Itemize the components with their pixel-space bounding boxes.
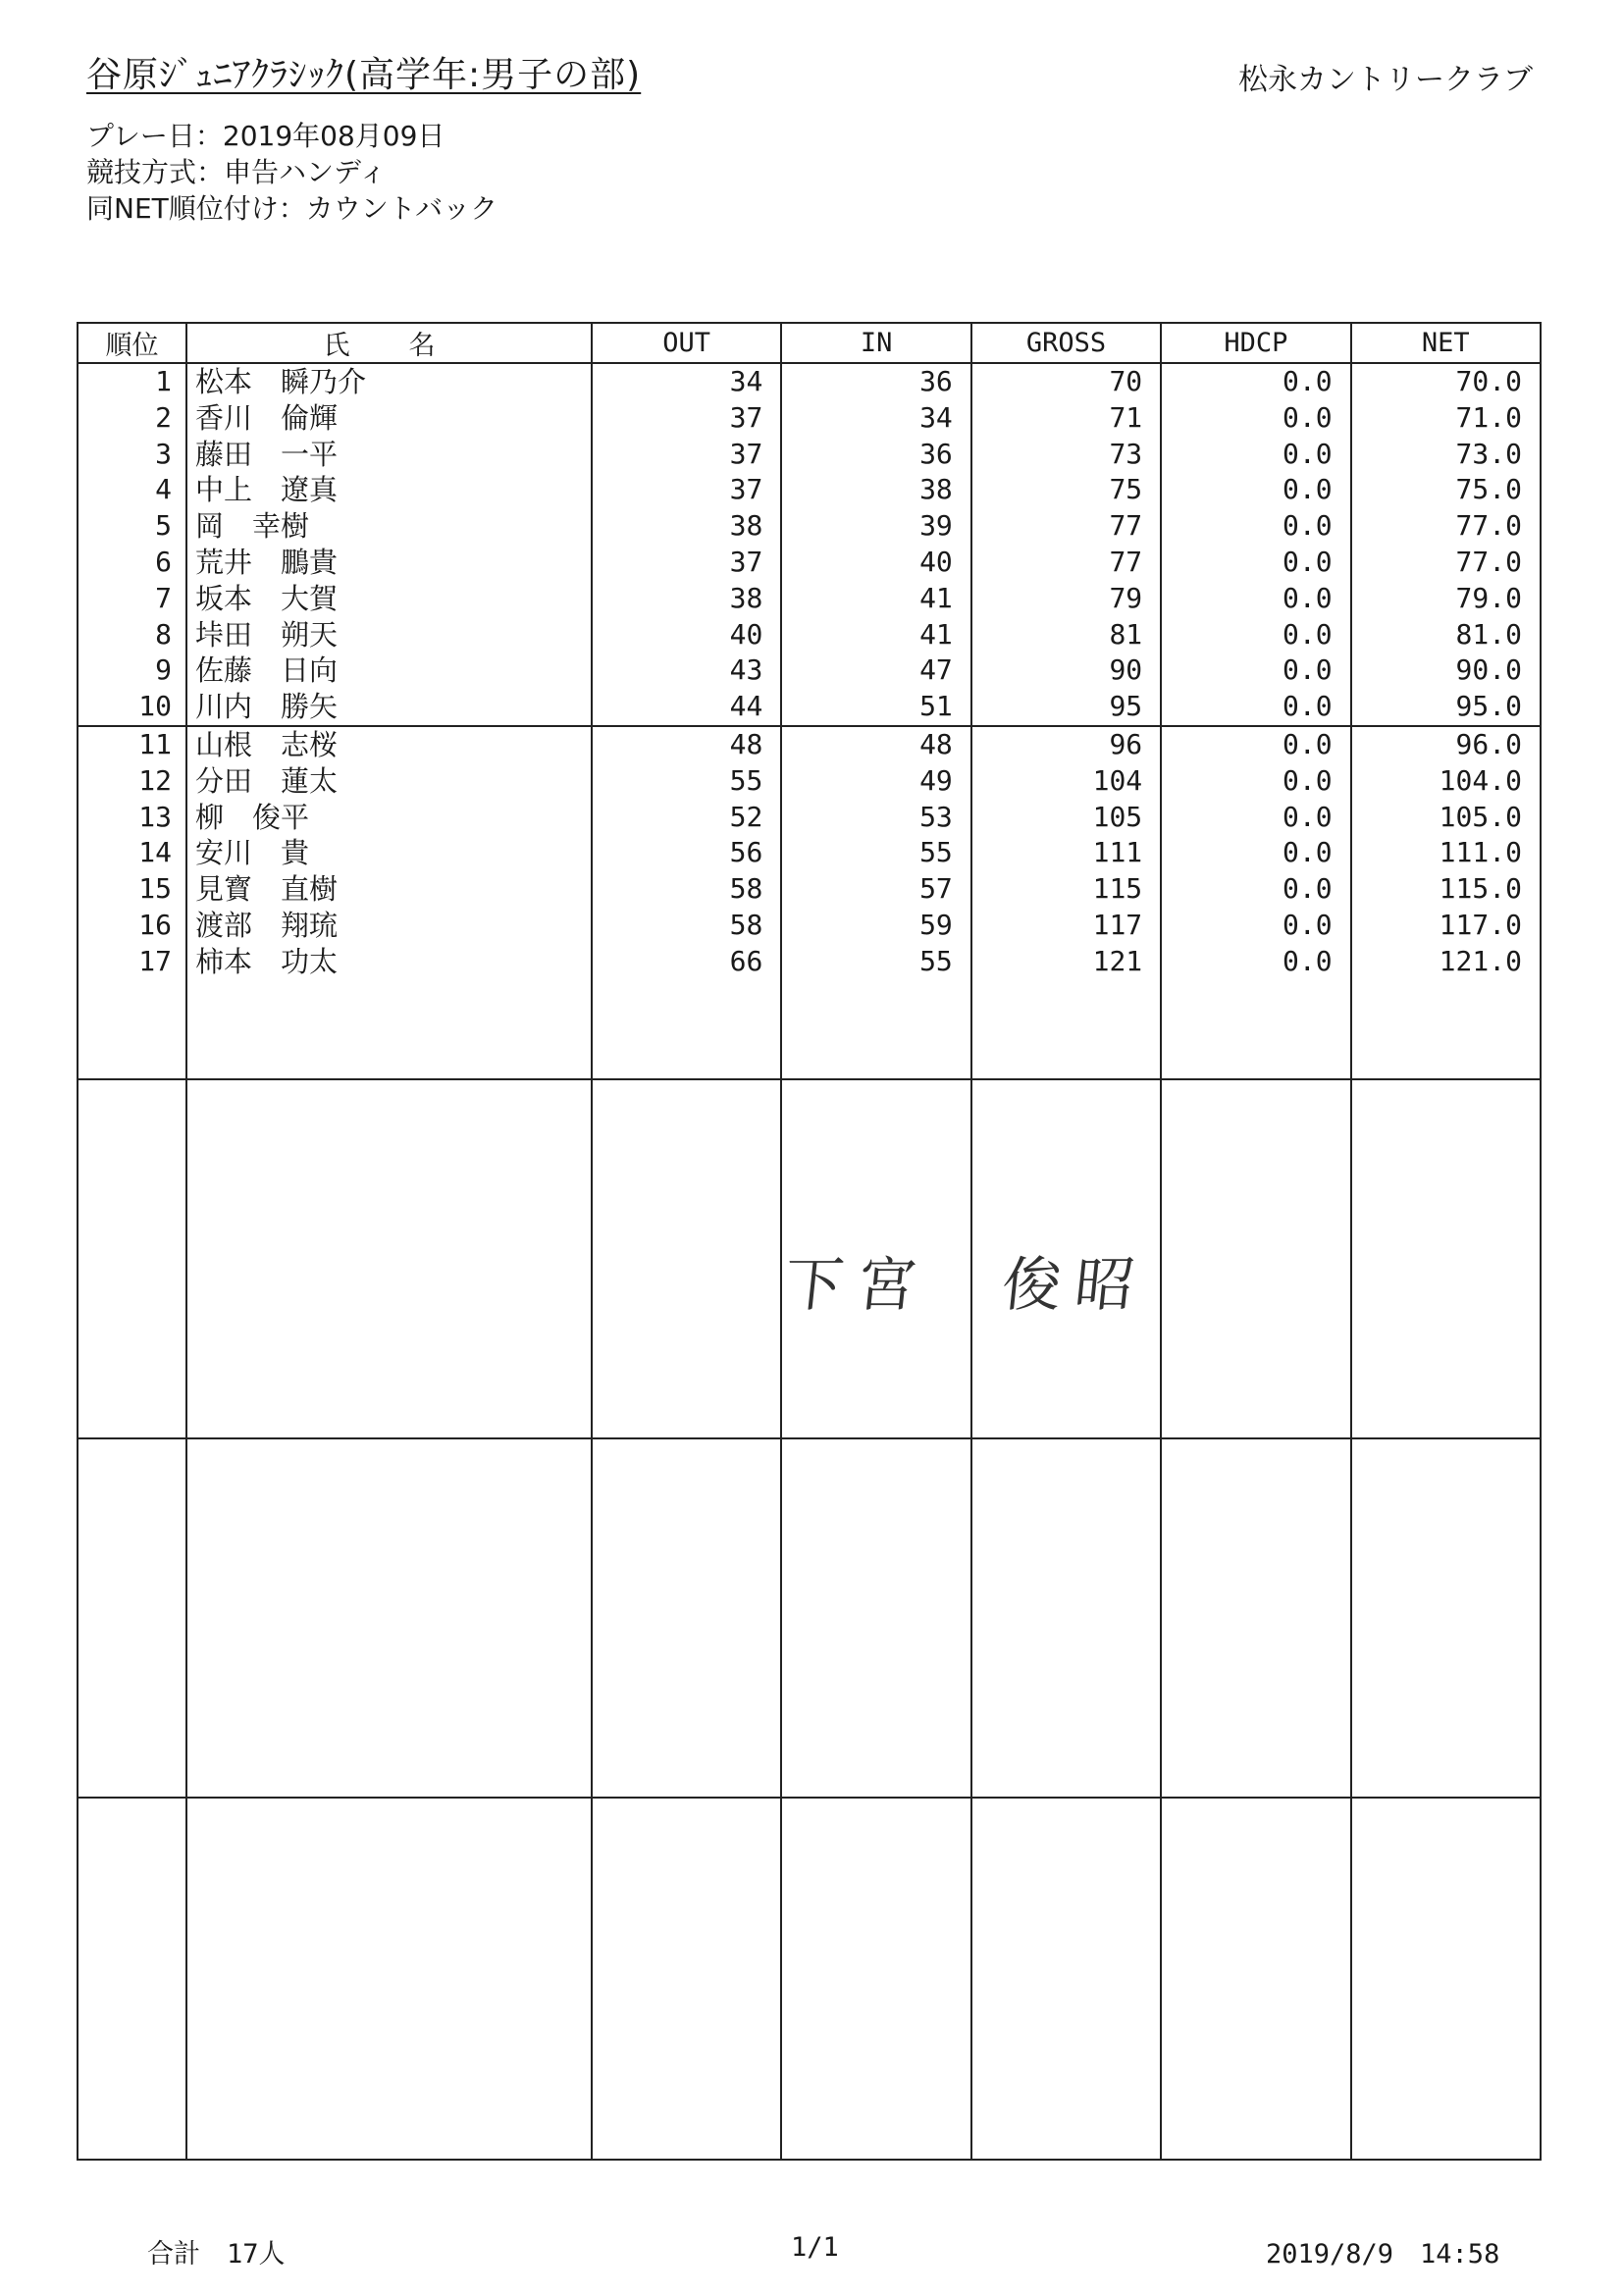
name-cell: 荒井 鵬貴 — [186, 545, 592, 581]
in-cell: 48 — [781, 726, 970, 763]
table-row — [78, 871, 1541, 908]
table-row — [78, 800, 1541, 836]
name-cell: 川内 勝矢 — [186, 689, 592, 726]
rank-cell: 12 — [78, 763, 186, 800]
rank-cell: 15 — [78, 871, 186, 908]
gross-cell: 95 — [971, 689, 1161, 726]
rank-cell: 9 — [78, 652, 186, 689]
out-cell: 66 — [592, 944, 781, 980]
in-cell: 55 — [781, 944, 970, 980]
in-cell: 40 — [781, 545, 970, 581]
gross-cell: 115 — [971, 871, 1161, 908]
in-cell: 41 — [781, 617, 970, 653]
gross-cell: 90 — [971, 652, 1161, 689]
rank-cell: 1 — [78, 363, 186, 400]
hdcp-cell: 0.0 — [1161, 617, 1350, 653]
net-cell: 75.0 — [1351, 472, 1541, 508]
in-cell: 39 — [781, 508, 970, 545]
net-cell: 77.0 — [1351, 545, 1541, 581]
out-cell: 37 — [592, 472, 781, 508]
in-cell: 34 — [781, 400, 970, 437]
table-row — [78, 944, 1541, 980]
out-cell: 44 — [592, 689, 781, 726]
gross-cell: 104 — [971, 763, 1161, 800]
out-cell: 58 — [592, 908, 781, 944]
name-cell: 分田 蓮太 — [186, 763, 592, 800]
net-cell: 104.0 — [1351, 763, 1541, 800]
gross-cell: 71 — [971, 400, 1161, 437]
net-cell: 71.0 — [1351, 400, 1541, 437]
out-cell: 38 — [592, 581, 781, 617]
hdcp-cell: 0.0 — [1161, 871, 1350, 908]
tiebreak-rule: 同NET順位付け：カウントバック — [86, 192, 498, 225]
gross-cell: 79 — [971, 581, 1161, 617]
rank-cell: 5 — [78, 508, 186, 545]
in-cell: 55 — [781, 835, 970, 871]
rank-cell: 11 — [78, 726, 186, 763]
hdcp-cell: 0.0 — [1161, 652, 1350, 689]
table-row — [78, 508, 1541, 545]
name-cell: 香川 倫輝 — [186, 400, 592, 437]
hdcp-cell: 0.0 — [1161, 835, 1350, 871]
column-header-in: IN — [781, 323, 970, 363]
out-cell: 56 — [592, 835, 781, 871]
in-cell: 36 — [781, 363, 970, 400]
play-date: プレー日：2019年08月09日 — [86, 120, 445, 152]
table-row — [78, 472, 1541, 508]
column-header-name: 氏名 — [186, 323, 592, 363]
in-cell: 38 — [781, 472, 970, 508]
table-padding-row — [78, 980, 1541, 1079]
blank-row — [78, 1438, 1541, 1798]
gross-cell: 121 — [971, 944, 1161, 980]
rank-cell: 14 — [78, 835, 186, 871]
name-cell: 岡 幸樹 — [186, 508, 592, 545]
out-cell: 40 — [592, 617, 781, 653]
column-header-rank: 順位 — [78, 323, 186, 363]
column-header-out: OUT — [592, 323, 781, 363]
table-row — [78, 581, 1541, 617]
out-cell: 52 — [592, 800, 781, 836]
in-cell: 36 — [781, 437, 970, 473]
net-cell: 96.0 — [1351, 726, 1541, 763]
table-row — [78, 908, 1541, 944]
out-cell: 37 — [592, 400, 781, 437]
rank-cell: 7 — [78, 581, 186, 617]
column-header-hdcp: HDCP — [1161, 323, 1350, 363]
name-cell: 佐藤 日向 — [186, 652, 592, 689]
net-cell: 111.0 — [1351, 835, 1541, 871]
table-row — [78, 835, 1541, 871]
name-cell: 見寳 直樹 — [186, 871, 592, 908]
gross-cell: 77 — [971, 545, 1161, 581]
hdcp-cell: 0.0 — [1161, 908, 1350, 944]
table-row — [78, 545, 1541, 581]
column-header-gross: GROSS — [971, 323, 1161, 363]
hdcp-cell: 0.0 — [1161, 437, 1350, 473]
name-cell: 渡部 翔琉 — [186, 908, 592, 944]
out-cell: 38 — [592, 508, 781, 545]
gross-cell: 96 — [971, 726, 1161, 763]
name-cell: 柿本 功太 — [186, 944, 592, 980]
player-total: 合計 17人 — [147, 2239, 286, 2270]
table-row — [78, 437, 1541, 473]
gross-cell: 77 — [971, 508, 1161, 545]
hdcp-cell: 0.0 — [1161, 763, 1350, 800]
in-cell: 51 — [781, 689, 970, 726]
out-cell: 58 — [592, 871, 781, 908]
hdcp-cell: 0.0 — [1161, 800, 1350, 836]
hdcp-cell: 0.0 — [1161, 472, 1350, 508]
gross-cell: 70 — [971, 363, 1161, 400]
out-cell: 48 — [592, 726, 781, 763]
column-header-net: NET — [1351, 323, 1541, 363]
rank-cell: 2 — [78, 400, 186, 437]
net-cell: 95.0 — [1351, 689, 1541, 726]
gross-cell: 117 — [971, 908, 1161, 944]
gross-cell: 105 — [971, 800, 1161, 836]
table-row — [78, 363, 1541, 400]
rank-cell: 3 — [78, 437, 186, 473]
net-cell: 79.0 — [1351, 581, 1541, 617]
in-cell: 57 — [781, 871, 970, 908]
blank-row — [78, 1798, 1541, 2160]
in-cell: 49 — [781, 763, 970, 800]
net-cell: 81.0 — [1351, 617, 1541, 653]
hdcp-cell: 0.0 — [1161, 508, 1350, 545]
name-cell: 山根 志桜 — [186, 726, 592, 763]
name-cell: 柳 俊平 — [186, 800, 592, 836]
table-row — [78, 763, 1541, 800]
table-row — [78, 617, 1541, 653]
gross-cell: 75 — [971, 472, 1161, 508]
name-cell: 松本 瞬乃介 — [186, 363, 592, 400]
page-number: 1/1 — [791, 2232, 839, 2263]
club-name: 松永カントリークラブ — [1238, 63, 1533, 97]
print-timestamp: 2019/8/9 14:58 — [1266, 2239, 1500, 2270]
out-cell: 37 — [592, 437, 781, 473]
hdcp-cell: 0.0 — [1161, 545, 1350, 581]
net-cell: 90.0 — [1351, 652, 1541, 689]
net-cell: 117.0 — [1351, 908, 1541, 944]
rank-cell: 10 — [78, 689, 186, 726]
rank-cell: 4 — [78, 472, 186, 508]
name-cell: 垰田 朔天 — [186, 617, 592, 653]
table-header-row — [78, 323, 1541, 363]
net-cell: 70.0 — [1351, 363, 1541, 400]
table-row — [78, 689, 1541, 726]
net-cell: 77.0 — [1351, 508, 1541, 545]
gross-cell: 73 — [971, 437, 1161, 473]
in-cell: 53 — [781, 800, 970, 836]
net-cell: 115.0 — [1351, 871, 1541, 908]
rank-cell: 16 — [78, 908, 186, 944]
in-cell: 59 — [781, 908, 970, 944]
hdcp-cell: 0.0 — [1161, 944, 1350, 980]
name-cell: 藤田 一平 — [186, 437, 592, 473]
gross-cell: 111 — [971, 835, 1161, 871]
table-row — [78, 726, 1541, 763]
gross-cell: 81 — [971, 617, 1161, 653]
in-cell: 41 — [781, 581, 970, 617]
name-cell: 安川 貴 — [186, 835, 592, 871]
table-row — [78, 400, 1541, 437]
competition-format: 競技方式：申告ハンディ — [86, 156, 387, 188]
net-cell: 121.0 — [1351, 944, 1541, 980]
table-row — [78, 652, 1541, 689]
page-title: 谷原ｼﾞｭﾆｱｸﾗｼｯｸ(高学年:男子の部) — [86, 55, 642, 95]
out-cell: 55 — [592, 763, 781, 800]
out-cell: 37 — [592, 545, 781, 581]
rank-cell: 13 — [78, 800, 186, 836]
hdcp-cell: 0.0 — [1161, 400, 1350, 437]
rank-cell: 17 — [78, 944, 186, 980]
hdcp-cell: 0.0 — [1161, 726, 1350, 763]
out-cell: 34 — [592, 363, 781, 400]
name-cell: 坂本 大賀 — [186, 581, 592, 617]
rank-cell: 8 — [78, 617, 186, 653]
hdcp-cell: 0.0 — [1161, 363, 1350, 400]
rank-cell: 6 — [78, 545, 186, 581]
name-cell: 中上 遼真 — [186, 472, 592, 508]
handwritten-note: 下宮 俊昭 — [780, 1251, 1152, 1320]
net-cell: 105.0 — [1351, 800, 1541, 836]
in-cell: 47 — [781, 652, 970, 689]
hdcp-cell: 0.0 — [1161, 689, 1350, 726]
hdcp-cell: 0.0 — [1161, 581, 1350, 617]
net-cell: 73.0 — [1351, 437, 1541, 473]
competition-info — [86, 118, 497, 227]
out-cell: 43 — [592, 652, 781, 689]
